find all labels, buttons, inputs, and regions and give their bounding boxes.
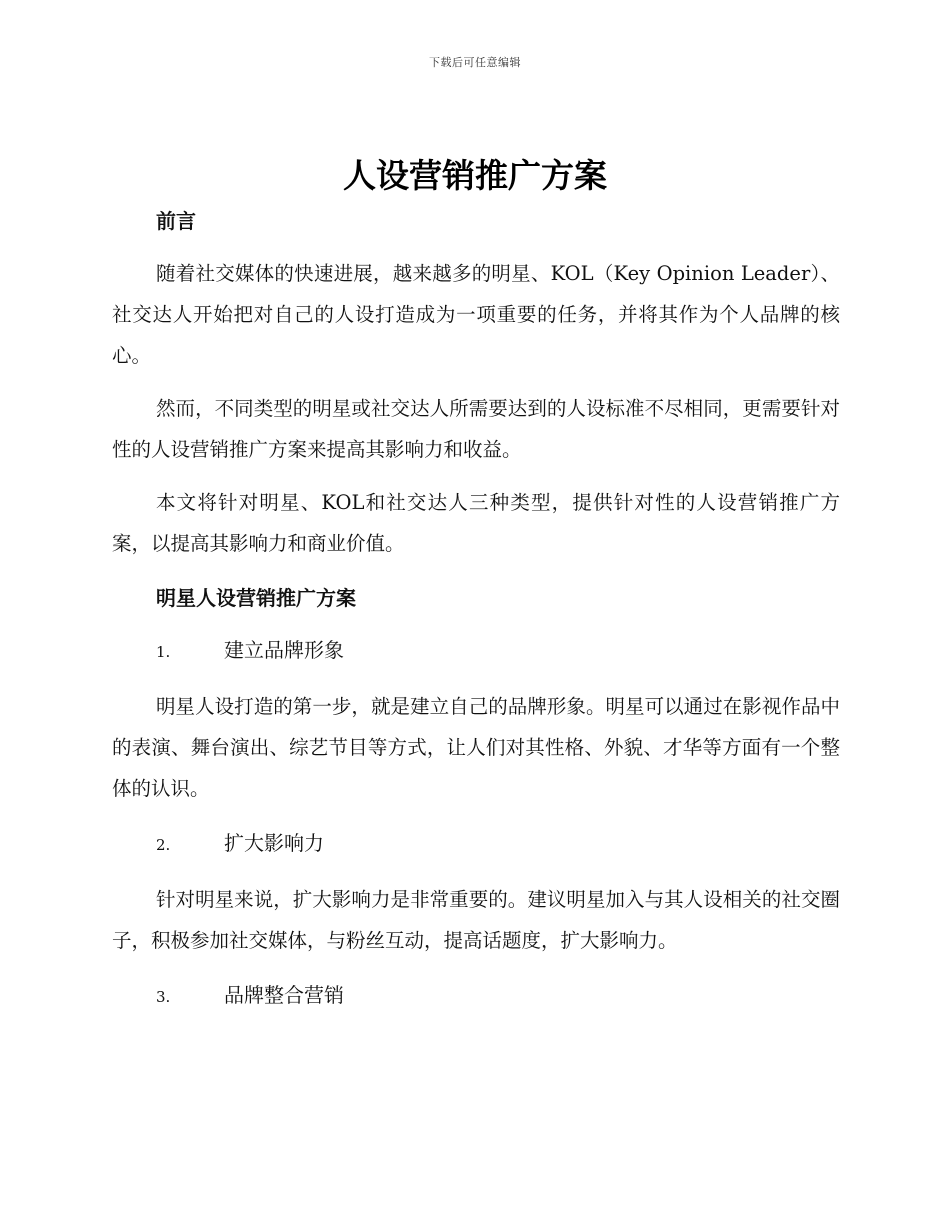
item-title: 建立品牌形象	[224, 638, 344, 662]
document-body	[112, 204, 840, 1014]
preface-paragraph-1: 随着社交媒体的快速进展，越来越多的明星、KOL（Key Opinion Leader）、社交达人开始把对自己的人设打造成为一项重要的任务，并将其作为个人品牌的核心。	[112, 262, 840, 367]
numbered-item-3	[112, 978, 840, 1014]
item-title: 扩大影响力	[224, 831, 324, 855]
preface-heading: 前言	[156, 209, 196, 233]
numbered-item-1	[112, 633, 840, 669]
preface-paragraph-2: 然而，不同类型的明星或社交达人所需要达到的人设标准不尽相同，更需要针对性的人设营销推广方案来提高其影响力和收益。	[112, 397, 840, 461]
item-2-paragraph: 针对明星来说，扩大影响力是非常重要的。建议明星加入与其人设相关的社交圈子，积极参加社交媒体，与粉丝互动，提高话题度，扩大影响力。	[112, 888, 840, 952]
star-section-heading: 明星人设营销推广方案	[156, 586, 356, 610]
item-number: 1.	[156, 643, 171, 661]
item-number: 2.	[156, 836, 171, 854]
item-title: 品牌整合营销	[224, 983, 344, 1007]
item-1-paragraph: 明星人设打造的第一步，就是建立自己的品牌形象。明星可以通过在影视作品中的表演、舞台演出、综艺节目等方式，让人们对其性格、外貌、才华等方面有一个整体的认识。	[112, 695, 840, 800]
document-title: 人设营销推广方案	[343, 156, 607, 195]
header-note: 下载后可任意编辑	[429, 56, 521, 69]
item-number: 3.	[156, 988, 171, 1006]
numbered-item-2	[112, 826, 840, 862]
preface-paragraph-3: 本文将针对明星、KOL和社交达人三种类型，提供针对性的人设营销推广方案，以提高其影响力和商业价值。	[112, 491, 840, 555]
